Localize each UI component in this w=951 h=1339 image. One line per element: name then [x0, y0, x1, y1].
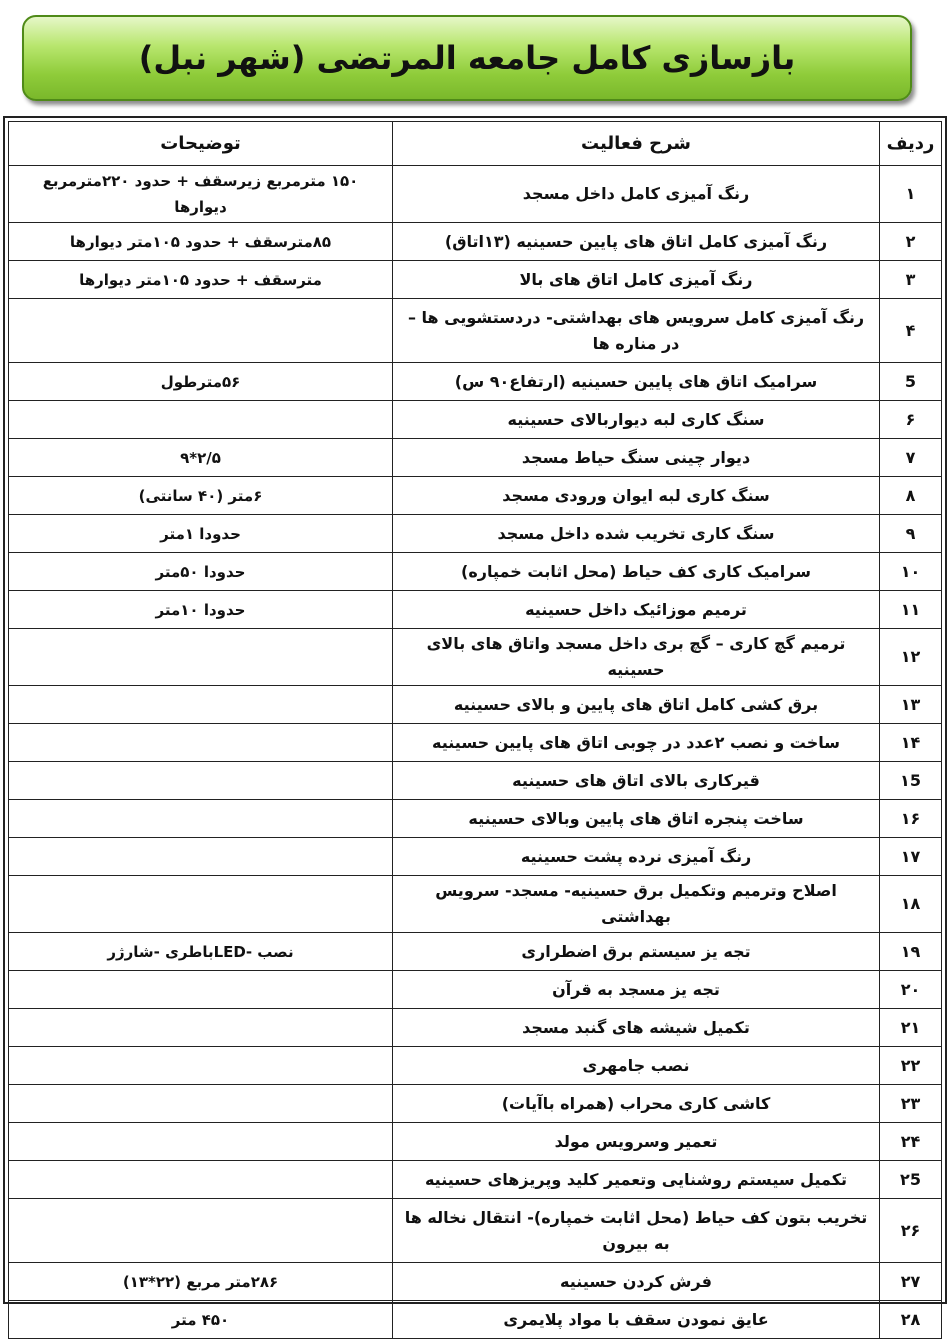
table-row: [9, 1009, 942, 1047]
row-note: [9, 299, 393, 363]
row-note: ۲/۵*۹: [9, 439, 393, 477]
row-activity: سنگ کاری لبه ایوان ورودی مسجد: [393, 477, 880, 515]
row-note: ۲۸۶متر مربع (۲۲*۱۳): [9, 1263, 393, 1301]
row-number: ۲۶: [880, 1199, 942, 1263]
row-number: ۱۹: [880, 933, 942, 971]
row-number: ۲۳: [880, 1085, 942, 1123]
table-row: [9, 1123, 942, 1161]
row-number: ۲۷: [880, 1263, 942, 1301]
table-frame: [3, 116, 947, 1329]
row-activity: دیوار چینی سنگ حیاط مسجد: [393, 439, 880, 477]
row-activity: سرامیک کاری کف حیاط (محل اثابت خمپاره): [393, 553, 880, 591]
row-note: [9, 800, 393, 838]
row-number: ۲5: [880, 1161, 942, 1199]
row-number: ۲۴: [880, 1123, 942, 1161]
row-activity: تعمیر وسرویس مولد: [393, 1123, 880, 1161]
header-row-no: ردیف: [880, 122, 942, 166]
page-title: بازسازی کامل جامعه المرتضی (شهر نبل): [138, 39, 796, 77]
table-row: [9, 800, 942, 838]
row-note: نصب -LEDباطری -شارژر: [9, 933, 393, 971]
row-number: ۱۶: [880, 800, 942, 838]
row-number: ۴: [880, 299, 942, 363]
row-activity: رنگ آمیزی کامل اتاق های پایین حسینیه (۱۳اتاق): [393, 223, 880, 261]
row-activity: تکمیل سیستم روشنایی وتعمیر کلید وپریزهای حسینیه: [393, 1161, 880, 1199]
row-activity: ساخت و نصب ۲عدد در چوبی اتاق های پایین حسینیه: [393, 724, 880, 762]
table-row: [9, 1161, 942, 1199]
table-row: [9, 439, 942, 477]
row-note: حدودا ۱۰متر: [9, 591, 393, 629]
table-row: [9, 1263, 942, 1301]
table-row: [9, 629, 942, 686]
table-row: [9, 401, 942, 439]
table-row: [9, 553, 942, 591]
row-note: [9, 876, 393, 933]
row-number: ۷: [880, 439, 942, 477]
row-note: [9, 686, 393, 724]
table-row: [9, 724, 942, 762]
row-number: ۸: [880, 477, 942, 515]
header-notes: توضیحات: [9, 122, 393, 166]
row-number: ۹: [880, 515, 942, 553]
row-number: ۱۴: [880, 724, 942, 762]
table-row: [9, 477, 942, 515]
row-note: ۱۵۰ مترمربع زیرسقف + حدود ۲۲۰مترمربع دیوارها: [9, 166, 393, 223]
row-note: [9, 762, 393, 800]
row-activity: سنگ کاری لبه دیواربالای حسینیه: [393, 401, 880, 439]
row-activity: اصلاح وترمیم وتکمیل برق حسینیه- مسجد- سرویس بهداشتی: [393, 876, 880, 933]
header-row: [9, 122, 942, 166]
row-note: مترسقف + حدود ۱۰۵متر دیوارها: [9, 261, 393, 299]
row-number: ۱: [880, 166, 942, 223]
row-number: ۱۲: [880, 629, 942, 686]
table-row: [9, 1199, 942, 1263]
row-note: [9, 401, 393, 439]
row-number: ۱۱: [880, 591, 942, 629]
row-activity: رنگ آمیزی کامل داخل مسجد: [393, 166, 880, 223]
row-number: ۱۰: [880, 553, 942, 591]
row-activity: فرش کردن حسینیه: [393, 1263, 880, 1301]
row-activity: رنگ آمیزی کامل اتاق های بالا: [393, 261, 880, 299]
table-row: [9, 515, 942, 553]
table-row: [9, 838, 942, 876]
table-row: [9, 261, 942, 299]
table-row: [9, 933, 942, 971]
row-note: [9, 838, 393, 876]
row-note: حدودا ۱متر: [9, 515, 393, 553]
row-number: ۳: [880, 261, 942, 299]
table-row: [9, 971, 942, 1009]
row-activity: قیرکاری بالای اتاق های حسینیه: [393, 762, 880, 800]
table-row: [9, 686, 942, 724]
row-activity: عایق نمودن سقف با مواد پلایمری: [393, 1301, 880, 1339]
row-activity: نصب جامهری: [393, 1047, 880, 1085]
row-activity: کاشی کاری محراب (همراه باآیات): [393, 1085, 880, 1123]
row-note: ۴۵۰ متر: [9, 1301, 393, 1339]
row-activity: تجه یز سیستم برق اضطراری: [393, 933, 880, 971]
table-body: [9, 166, 942, 1339]
row-number: ۶: [880, 401, 942, 439]
row-activity: سرامیک اتاق های پایین حسینیه (ارتفاع۹۰ س): [393, 363, 880, 401]
table-row: [9, 1085, 942, 1123]
row-number: ۱۷: [880, 838, 942, 876]
table-row: [9, 591, 942, 629]
table-row: [9, 876, 942, 933]
row-note: ۶متر (۴۰ سانتی): [9, 477, 393, 515]
row-note: [9, 629, 393, 686]
row-note: [9, 971, 393, 1009]
table-row: [9, 1301, 942, 1339]
row-number: ۲۲: [880, 1047, 942, 1085]
row-activity: ساخت پنجره اتاق های پایین وبالای حسینیه: [393, 800, 880, 838]
row-number: ۲۱: [880, 1009, 942, 1047]
row-activity: ترمیم موزائیک داخل حسینیه: [393, 591, 880, 629]
row-note: حدودا ۵۰متر: [9, 553, 393, 591]
row-note: [9, 724, 393, 762]
row-number: 5: [880, 363, 942, 401]
table-row: [9, 166, 942, 223]
row-note: [9, 1047, 393, 1085]
row-activity: تکمیل شیشه های گنبد مسجد: [393, 1009, 880, 1047]
row-note: [9, 1085, 393, 1123]
row-number: ۲۸: [880, 1301, 942, 1339]
row-note: [9, 1161, 393, 1199]
row-activity: رنگ آمیزی کامل سرویس های بهداشتی- دردستشویی ها – در مناره ها: [393, 299, 880, 363]
table-row: [9, 363, 942, 401]
row-note: ۸۵مترسقف + حدود ۱۰۵متر دیوارها: [9, 223, 393, 261]
row-number: ۱۳: [880, 686, 942, 724]
row-number: ۲: [880, 223, 942, 261]
table-row: [9, 223, 942, 261]
row-note: [9, 1123, 393, 1161]
row-note: [9, 1199, 393, 1263]
row-number: ۱5: [880, 762, 942, 800]
table-row: [9, 299, 942, 363]
activity-table: [8, 121, 942, 1339]
table-row: [9, 1047, 942, 1085]
row-number: ۱۸: [880, 876, 942, 933]
row-activity: برق کشی کامل اتاق های پایین و بالای حسینیه: [393, 686, 880, 724]
row-activity: تجه یز مسجد به قرآن: [393, 971, 880, 1009]
row-activity: سنگ کاری تخریب شده داخل مسجد: [393, 515, 880, 553]
table-row: [9, 762, 942, 800]
row-activity: ترمیم گچ کاری – گچ بری داخل مسجد واتاق های بالای حسینیه: [393, 629, 880, 686]
header-activity: شرح فعالیت: [393, 122, 880, 166]
title-banner: [22, 15, 912, 101]
row-activity: تخریب بتون کف حیاط (محل اثابت خمپاره)- انتقال نخاله ها به بیرون: [393, 1199, 880, 1263]
row-note: ۵۶مترطول: [9, 363, 393, 401]
row-note: [9, 1009, 393, 1047]
row-activity: رنگ آمیزی نرده پشت حسینیه: [393, 838, 880, 876]
row-number: ۲۰: [880, 971, 942, 1009]
